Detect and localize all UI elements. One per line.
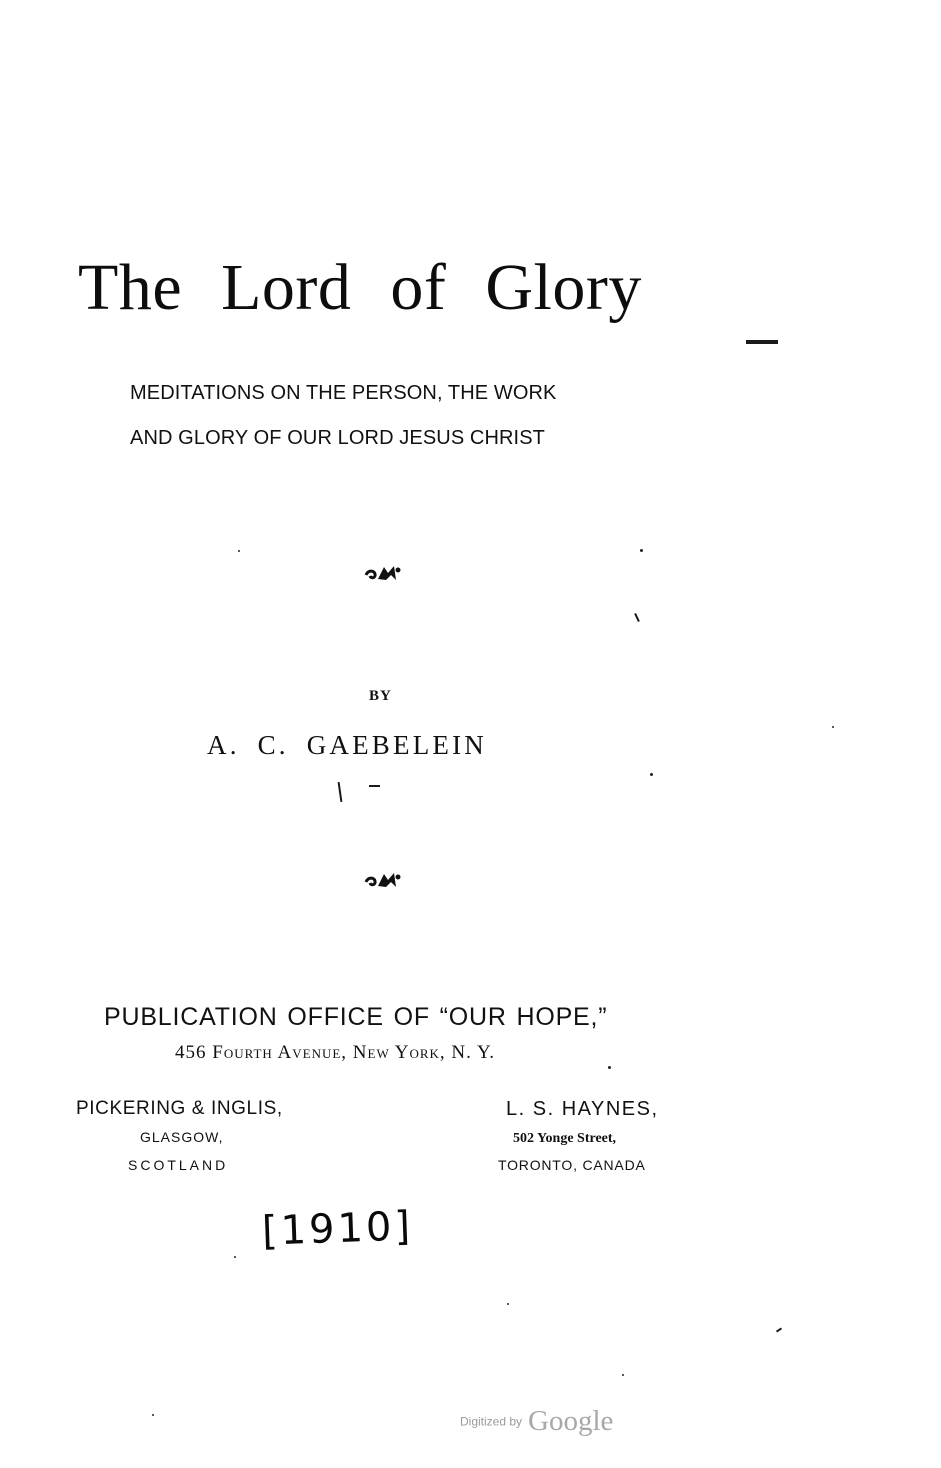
publisher-address: 456 Fourth Avenue, New York, N. Y. <box>175 1042 495 1063</box>
digitized-watermark <box>460 1405 613 1438</box>
watermark-brand: Google <box>528 1405 614 1437</box>
paper-speck <box>622 1374 624 1376</box>
paper-speck <box>776 1327 782 1332</box>
fleuron-icon <box>364 563 404 583</box>
stray-mark <box>338 782 343 802</box>
subtitle-line-2: AND GLORY OF OUR LORD JESUS CHRIST <box>130 427 545 449</box>
agent-right-street: 502 Yonge Street, <box>513 1131 617 1146</box>
publication-office: PUBLICATION OFFICE OF “OUR HOPE,” <box>104 1003 608 1031</box>
paper-speck <box>152 1414 154 1416</box>
paper-speck <box>608 1066 611 1069</box>
fleuron-icon <box>364 870 404 890</box>
agent-right-city: TORONTO, CANADA <box>498 1157 646 1173</box>
paper-speck <box>832 726 834 728</box>
agent-left-country: SCOTLAND <box>128 1157 229 1173</box>
paper-speck <box>640 549 643 552</box>
paper-speck <box>234 1256 236 1258</box>
handwritten-year: [1910] <box>261 1203 414 1255</box>
margin-dash-mark <box>746 340 778 344</box>
paper-speck <box>634 613 640 622</box>
byline-by: BY <box>369 688 392 704</box>
paper-speck <box>507 1303 509 1305</box>
paper-speck <box>238 550 240 552</box>
paper-speck <box>650 773 653 776</box>
author-name: A. C. GAEBELEIN <box>207 730 487 760</box>
subtitle-line-1: MEDITATIONS ON THE PERSON, THE WORK <box>130 382 557 404</box>
agent-left-city: GLASGOW, <box>140 1129 224 1145</box>
book-title: The Lord of Glory <box>78 251 642 324</box>
watermark-label: Digitized by <box>460 1414 523 1429</box>
agent-left-name: PICKERING & INGLIS, <box>76 1098 283 1119</box>
stray-mark <box>369 785 380 787</box>
agent-right-name: L. S. HAYNES, <box>506 1098 659 1120</box>
